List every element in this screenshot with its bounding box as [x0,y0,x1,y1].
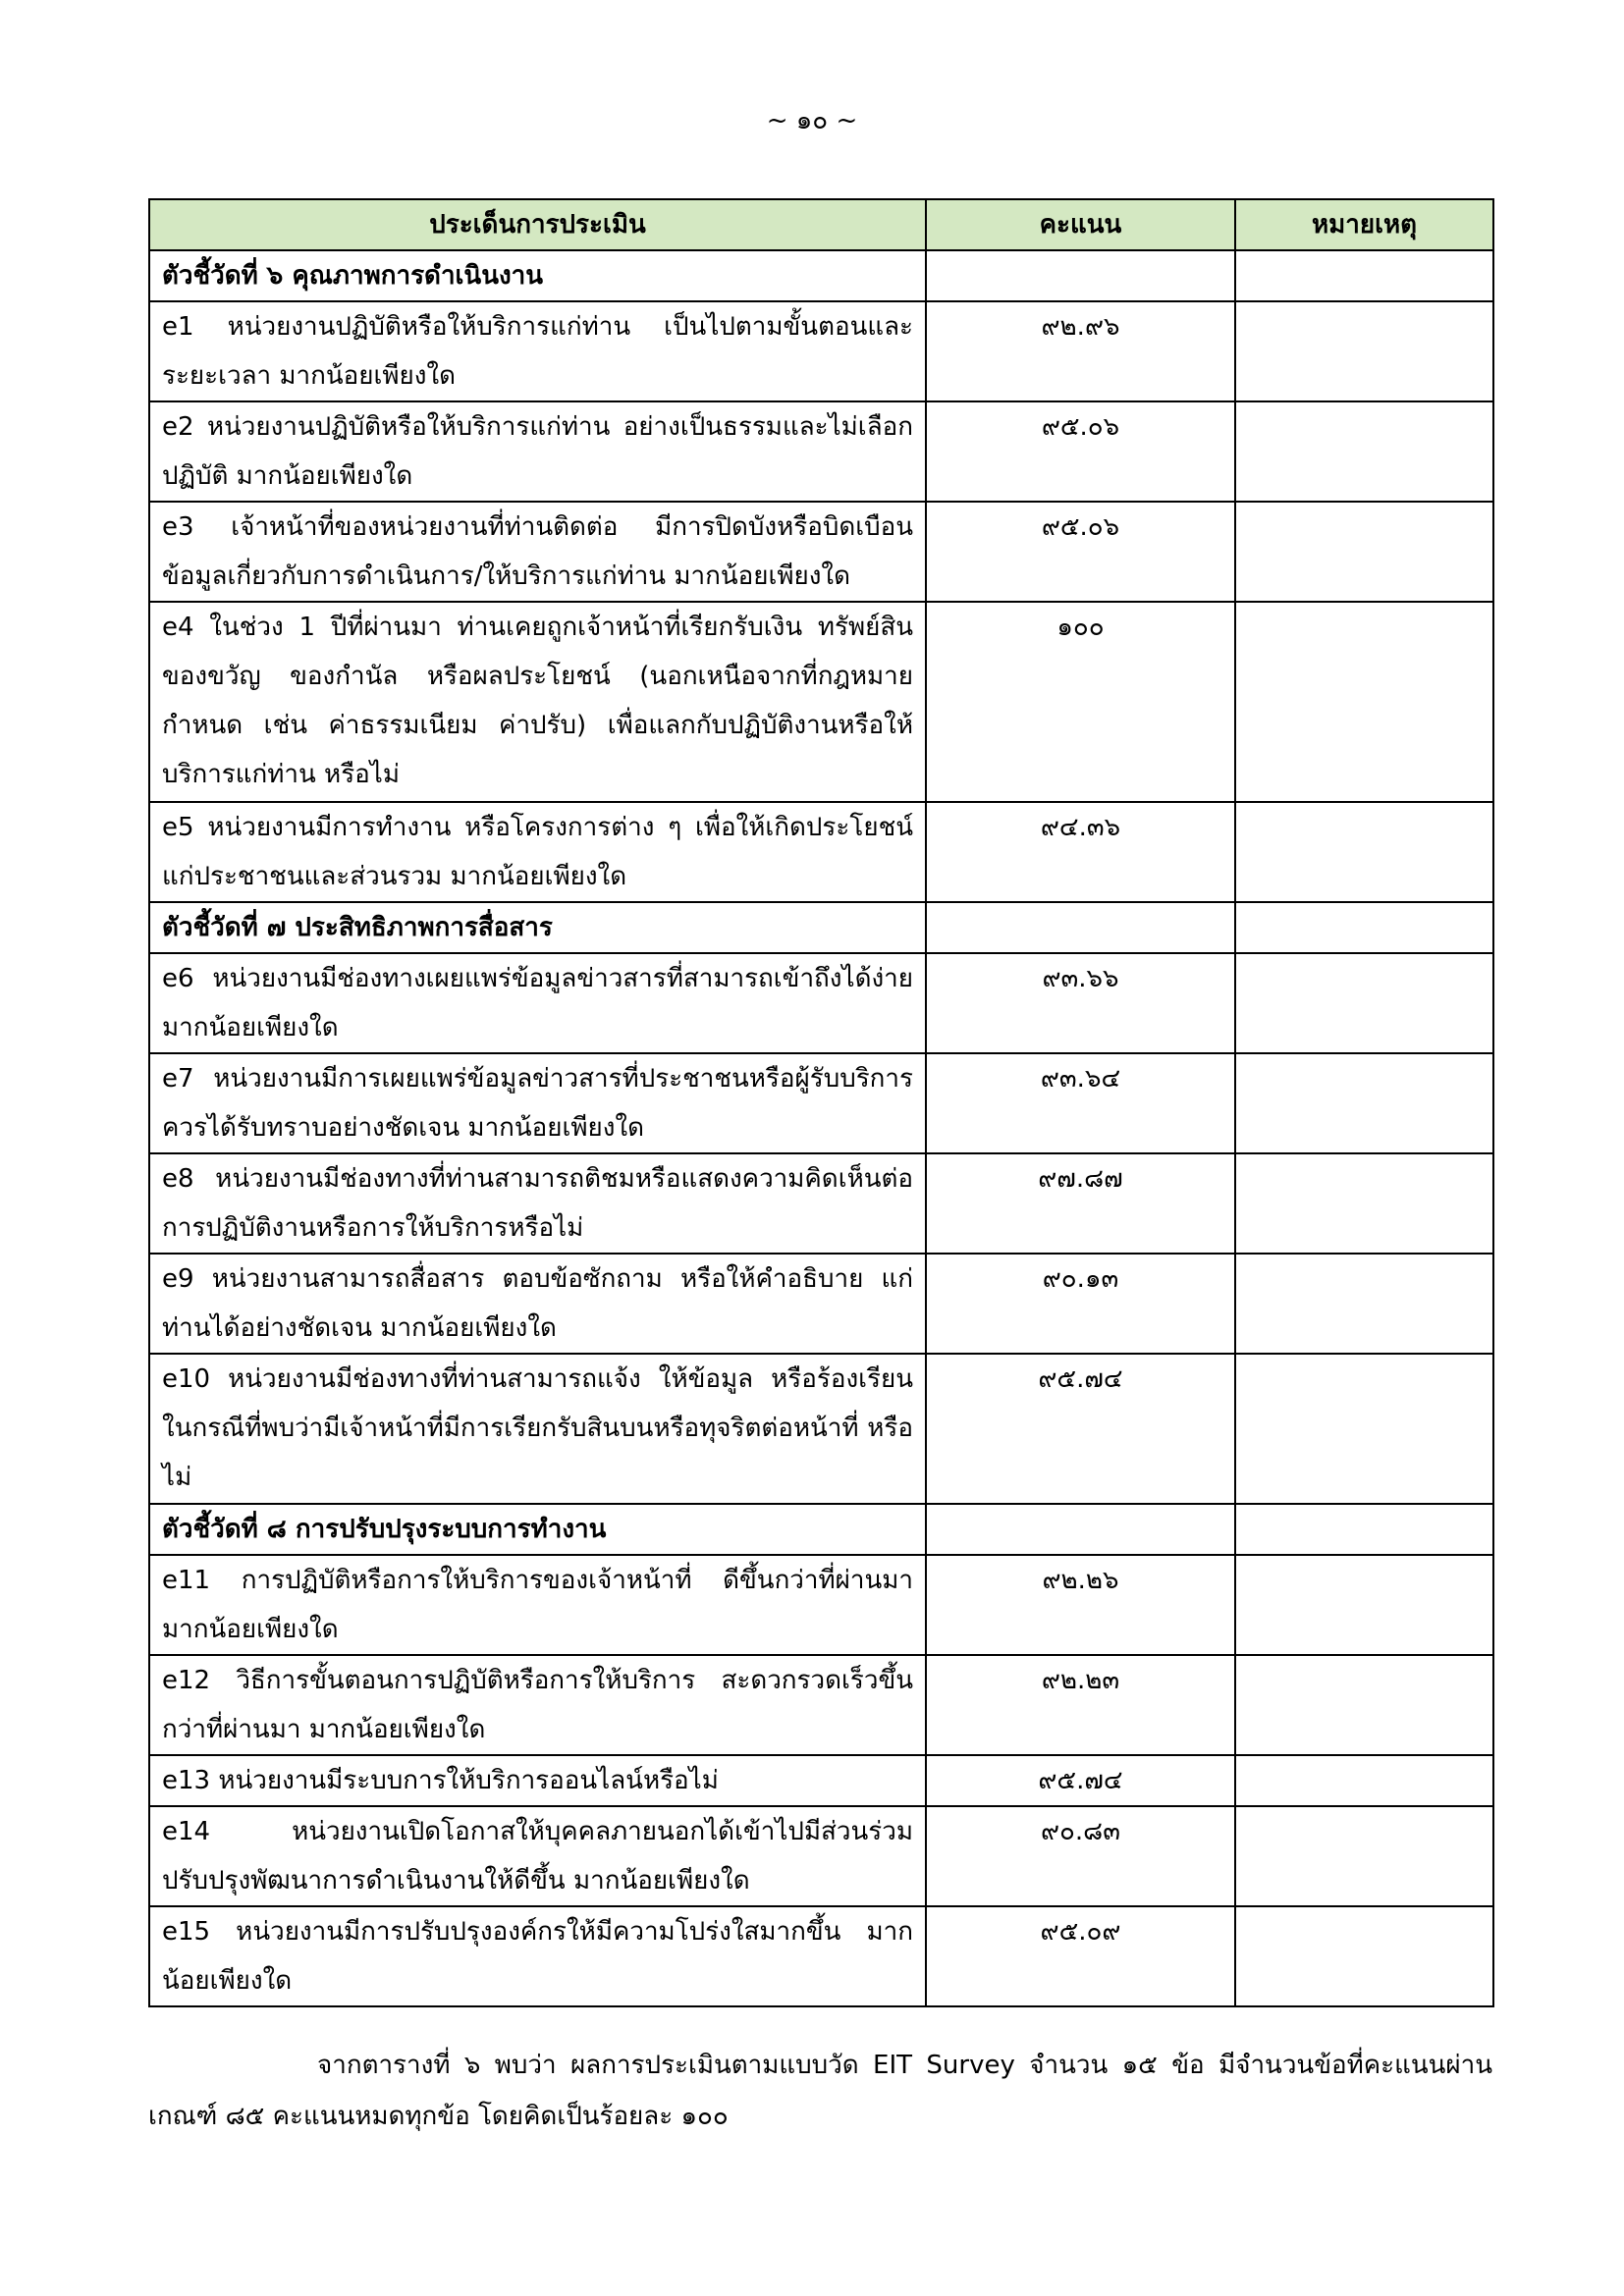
item-remark-e11 [1235,1555,1493,1655]
table-row-e6 [149,953,1493,1053]
item-remark-e12 [1235,1655,1493,1755]
item-score-e14: ๙๐.๘๓ [926,1806,1235,1906]
indicator-6-remark-cell [1235,250,1493,301]
summary-paragraph: จากตารางที่ ๖ พบว่า ผลการประเมินตามแบบวัด EIT Survey จำนวน ๑๕ ข้อ มีจำนวนข้อที่คะแนนผ่านเกณฑ์ ๘๕ คะแนนหมดทุกข้อ โดยคิดเป็นร้อยละ ๑๐๐ [148,2051,1492,2131]
table-header-row [149,199,1493,250]
table-row-e11 [149,1555,1493,1655]
item-remark-e1 [1235,301,1493,401]
item-score-e7: ๙๓.๖๔ [926,1053,1235,1153]
indicator-row-7 [149,902,1493,953]
item-score-e13: ๙๕.๗๔ [926,1755,1235,1806]
indicator-row-8 [149,1504,1493,1555]
indicator-8-title: ตัวชี้วัดที่ ๘ การปรับปรุงระบบการทำงาน [149,1504,926,1555]
item-remark-e4 [1235,602,1493,802]
table-row-e9 [149,1254,1493,1354]
item-text-e4: e4 ในช่วง 1 ปีที่ผ่านมา ท่านเคยถูกเจ้าหน้าที่เรียกรับเงิน ทรัพย์สิน ของขวัญ ของกำนัล หรือผลประโยชน์ (นอกเหนือจากที่กฎหมายกำหนด เช่น ค่าธรรมเนียม ค่าปรับ) เพื่อแลกกับปฏิบัติงานหรือให้บริการแก่ท่าน หรือไม่ [149,602,926,802]
item-text-e2: e2 หน่วยงานปฏิบัติหรือให้บริการแก่ท่าน อย่างเป็นธรรมและไม่เลือกปฏิบัติ มากน้อยเพียงใด [149,401,926,502]
item-text-e3: e3 เจ้าหน้าที่ของหน่วยงานที่ท่านติดต่อ มีการปิดบังหรือบิดเบือนข้อมูลเกี่ยวกับการดำเนินการ/ให้บริการแก่ท่าน มากน้อยเพียงใด [149,502,926,602]
eit-evaluation-table [148,198,1494,2007]
item-text-e10: e10 หน่วยงานมีช่องทางที่ท่านสามารถแจ้ง ให้ข้อมูล หรือร้องเรียน ในกรณีที่พบว่ามีเจ้าหน้าที่มีการเรียกรับสินบนหรือทุจริตต่อหน้าที่ หรือไม่ [149,1354,926,1504]
table-row-e4 [149,602,1493,802]
item-text-e14: e14 หน่วยงานเปิดโอกาสให้บุคคลภายนอกได้เข้าไปมีส่วนร่วมปรับปรุงพัฒนาการดำเนินงานให้ดีขึ้น มากน้อยเพียงใด [149,1806,926,1906]
item-score-e4: ๑๐๐ [926,602,1235,802]
table-row-e1 [149,301,1493,401]
item-remark-e13 [1235,1755,1493,1806]
table-row-e3 [149,502,1493,602]
item-remark-e5 [1235,802,1493,902]
header-remark: หมายเหตุ [1235,199,1493,250]
item-text-e5: e5 หน่วยงานมีการทำงาน หรือโครงการต่าง ๆ เพื่อให้เกิดประโยชน์แก่ประชาชนและส่วนรวม มากน้อยเพียงใด [149,802,926,902]
item-text-e7: e7 หน่วยงานมีการเผยแพร่ข้อมูลข่าวสารที่ประชาชนหรือผู้รับบริการควรได้รับทราบอย่างชัดเจน มากน้อยเพียงใด [149,1053,926,1153]
indicator-7-title: ตัวชี้วัดที่ ๗ ประสิทธิภาพการสื่อสาร [149,902,926,953]
item-score-e9: ๙๐.๑๓ [926,1254,1235,1354]
item-score-e5: ๙๔.๓๖ [926,802,1235,902]
item-remark-e2 [1235,401,1493,502]
item-score-e11: ๙๒.๒๖ [926,1555,1235,1655]
page-number: ~ ๑๐ ~ [766,106,858,135]
header-topic: ประเด็นการประเมิน [149,199,926,250]
item-score-e15: ๙๕.๐๙ [926,1906,1235,2006]
item-score-e1: ๙๒.๙๖ [926,301,1235,401]
table-row-e14 [149,1806,1493,1906]
indicator-row-6 [149,250,1493,301]
table-row-e15 [149,1906,1493,2006]
item-remark-e10 [1235,1354,1493,1504]
table-row-e12 [149,1655,1493,1755]
table-row-e7 [149,1053,1493,1153]
item-remark-e9 [1235,1254,1493,1354]
item-text-e8: e8 หน่วยงานมีช่องทางที่ท่านสามารถติชมหรือแสดงความคิดเห็นต่อการปฏิบัติงานหรือการให้บริการหรือไม่ [149,1153,926,1254]
indicator-8-remark-cell [1235,1504,1493,1555]
item-remark-e15 [1235,1906,1493,2006]
table-row-e8 [149,1153,1493,1254]
indicator-8-score-cell [926,1504,1235,1555]
item-remark-e6 [1235,953,1493,1053]
item-text-e12: e12 วิธีการขั้นตอนการปฏิบัติหรือการให้บริการ สะดวกรวดเร็วขึ้นกว่าที่ผ่านมา มากน้อยเพียงใด [149,1655,926,1755]
item-text-e11: e11 การปฏิบัติหรือการให้บริการของเจ้าหน้าที่ ดีขึ้นกว่าที่ผ่านมา มากน้อยเพียงใด [149,1555,926,1655]
item-remark-e3 [1235,502,1493,602]
item-score-e12: ๙๒.๒๓ [926,1655,1235,1755]
table-row-e2 [149,401,1493,502]
table-row-e5 [149,802,1493,902]
item-score-e3: ๙๕.๐๖ [926,502,1235,602]
item-score-e2: ๙๕.๐๖ [926,401,1235,502]
item-remark-e8 [1235,1153,1493,1254]
header-score: คะแนน [926,199,1235,250]
item-remark-e14 [1235,1806,1493,1906]
item-score-e8: ๙๗.๘๗ [926,1153,1235,1254]
table-row-e13 [149,1755,1493,1806]
item-text-e6: e6 หน่วยงานมีช่องทางเผยแพร่ข้อมูลข่าวสารที่สามารถเข้าถึงได้ง่าย มากน้อยเพียงใด [149,953,926,1053]
table-row-e10 [149,1354,1493,1504]
indicator-7-remark-cell [1235,902,1493,953]
item-score-e6: ๙๓.๖๖ [926,953,1235,1053]
item-text-e9: e9 หน่วยงานสามารถสื่อสาร ตอบข้อซักถาม หรือให้คำอธิบาย แก่ท่านได้อย่างชัดเจน มากน้อยเพียงใด [149,1254,926,1354]
item-remark-e7 [1235,1053,1493,1153]
item-text-e15: e15 หน่วยงานมีการปรับปรุงองค์กรให้มีความโปร่งใสมากขึ้น มากน้อยเพียงใด [149,1906,926,2006]
item-score-e10: ๙๕.๗๔ [926,1354,1235,1504]
indicator-7-score-cell [926,902,1235,953]
indicator-6-title: ตัวชี้วัดที่ ๖ คุณภาพการดำเนินงาน [149,250,926,301]
item-text-e13: e13 หน่วยงานมีระบบการให้บริการออนไลน์หรือไม่ [149,1755,926,1806]
item-text-e1: e1 หน่วยงานปฏิบัติหรือให้บริการแก่ท่าน เป็นไปตามขั้นตอนและระยะเวลา มากน้อยเพียงใด [149,301,926,401]
indicator-6-score-cell [926,250,1235,301]
